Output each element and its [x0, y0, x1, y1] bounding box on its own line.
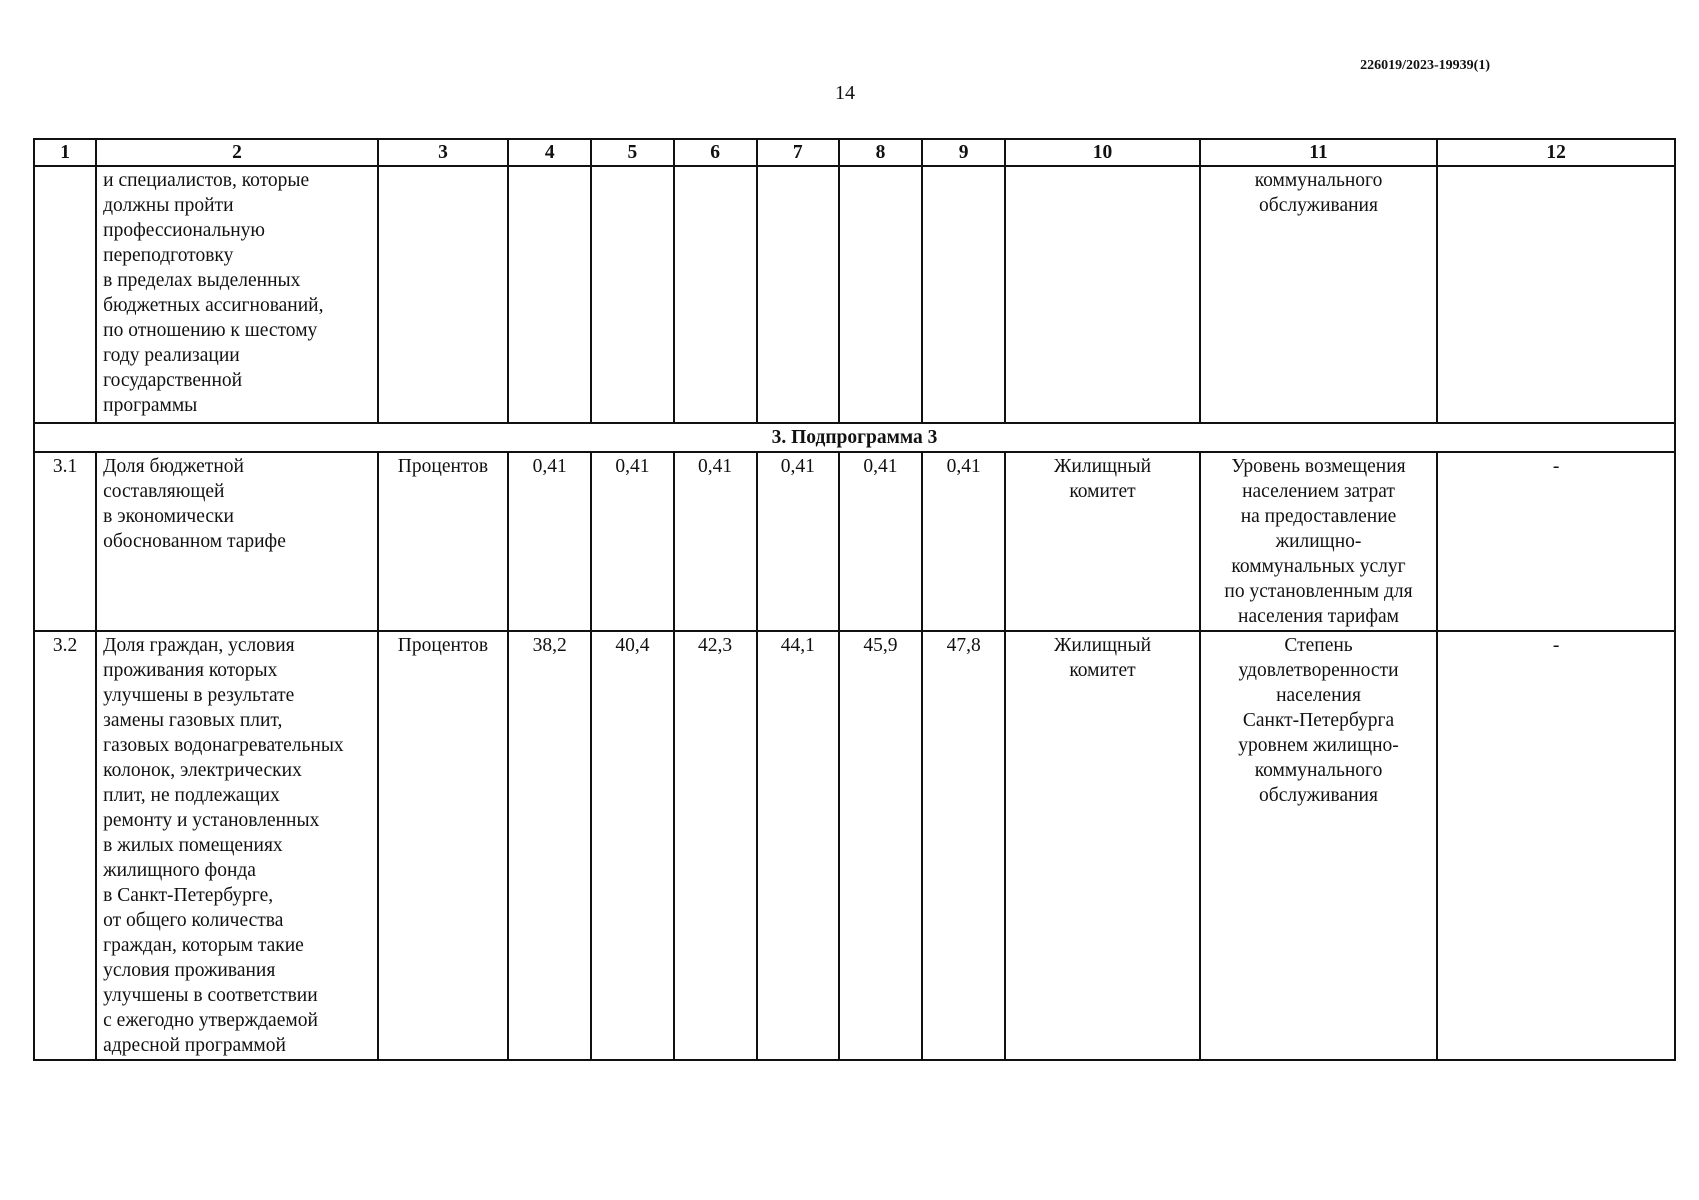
value-cell: 47,8 [922, 631, 1005, 1060]
page-number: 14 [835, 82, 855, 104]
column-header: 12 [1437, 139, 1675, 166]
responsible-cell: Жилищный комитет [1005, 631, 1199, 1060]
column-header: 8 [839, 139, 922, 166]
goal-cell: Степень удовлетворенности населения Санкт-Петербурга уровнем жилищно- коммунального обслуживания [1200, 631, 1438, 1060]
value-cell: 40,4 [591, 631, 673, 1060]
row-number: 3.1 [34, 452, 96, 631]
column-number-row [34, 139, 1675, 166]
column-header: 7 [757, 139, 839, 166]
value-cell: 0,41 [674, 452, 757, 631]
unit-cell: Процентов [378, 452, 508, 631]
column-header: 11 [1200, 139, 1438, 166]
column-header: 6 [674, 139, 757, 166]
value-cell: 0,41 [757, 452, 839, 631]
section-header-row [34, 423, 1675, 452]
value-cell: 0,41 [508, 452, 591, 631]
note-cell: - [1437, 452, 1675, 631]
column-header: 10 [1005, 139, 1199, 166]
goal-cell: Уровень возмещения населением затрат на предоставление жилищно- коммунальных услуг по установленным для населения тарифам [1200, 452, 1438, 631]
column-header: 4 [508, 139, 591, 166]
column-header: 5 [591, 139, 673, 166]
value-cell: 45,9 [839, 631, 922, 1060]
column-header: 9 [922, 139, 1005, 166]
table-row-continuation [34, 166, 1675, 423]
column-header: 3 [378, 139, 508, 166]
unit-cell [378, 166, 508, 423]
value-cell: 42,3 [674, 631, 757, 1060]
document-id: 226019/2023-19939(1) [1360, 58, 1490, 73]
value-cell [674, 166, 757, 423]
table-row [34, 631, 1675, 1060]
indicator-name: Доля бюджетной составляющей в экономически обоснованном тарифе [96, 452, 378, 631]
value-cell [839, 166, 922, 423]
responsible-cell: Жилищный комитет [1005, 452, 1199, 631]
column-header: 2 [96, 139, 378, 166]
value-cell: 0,41 [839, 452, 922, 631]
value-cell: 0,41 [591, 452, 673, 631]
note-cell [1437, 166, 1675, 423]
indicator-name: и специалистов, которые должны пройти профессиональную переподготовку в пределах выделенных бюджетных ассигнований, по отношению к шестому году реализации государственной программы [96, 166, 378, 423]
value-cell: 0,41 [922, 452, 1005, 631]
column-header: 1 [34, 139, 96, 166]
value-cell: 38,2 [508, 631, 591, 1060]
value-cell: 44,1 [757, 631, 839, 1060]
responsible-cell [1005, 166, 1199, 423]
value-cell [922, 166, 1005, 423]
row-number [34, 166, 96, 423]
goal-cell: коммунального обслуживания [1200, 166, 1438, 423]
value-cell [508, 166, 591, 423]
indicator-name: Доля граждан, условия проживания которых улучшены в результате замены газовых плит, газовых водонагревательных колонок, электрических плит, не подлежащих ремонту и установленных в жилых помещениях жилищного фонда в Санкт-Петербурге, от общего количества граждан, которым такие условия проживания улучшены в соответствии с ежегодно утверждаемой адресной программой [96, 631, 378, 1060]
section-title: 3. Подпрограмма 3 [34, 423, 1675, 452]
value-cell [757, 166, 839, 423]
value-cell [591, 166, 673, 423]
note-cell: - [1437, 631, 1675, 1060]
unit-cell: Процентов [378, 631, 508, 1060]
table-row [34, 452, 1675, 631]
row-number: 3.2 [34, 631, 96, 1060]
indicators-table [33, 138, 1676, 1061]
